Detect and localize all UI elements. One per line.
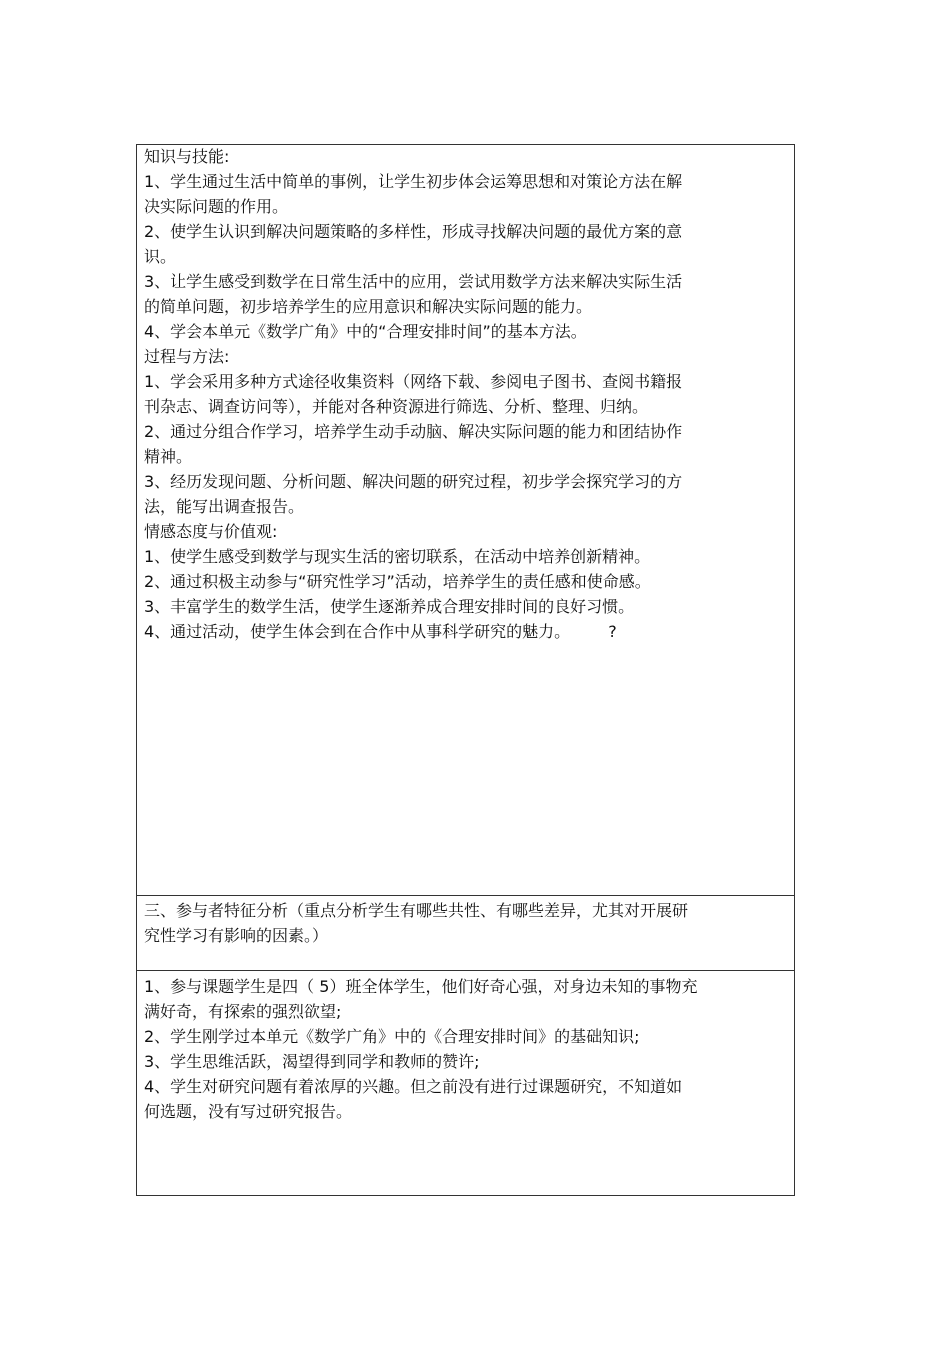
section-heading: 三、参与者特征分析（重点分析学生有哪些共性、有哪些差异，尤其对开展研: [144, 901, 689, 920]
process-item: 刊杂志、调查访问等），并能对各种资源进行筛选、分析、整理、归纳。: [144, 397, 649, 416]
knowledge-item: 1、学生通过生活中简单的事例，让学生初步体会运筹思想和对策论方法在解: [144, 172, 683, 191]
participant-heading-cell: [137, 896, 795, 971]
section-heading: 究性学习有影响的因素。）: [144, 926, 329, 945]
knowledge-item: 的简单问题，初步培养学生的应用意识和解决实际问题的能力。: [144, 297, 593, 316]
analysis-item: 2、学生刚学过本单元《数学广角》中的《合理安排时间》的基础知识;: [144, 1027, 640, 1046]
trailing-mark: ?: [608, 622, 617, 641]
objectives-cell: [137, 145, 795, 896]
emotion-heading: 情感态度与价值观:: [144, 522, 278, 541]
knowledge-item: 决实际问题的作用。: [144, 197, 289, 216]
process-item: 1、学会采用多种方式途径收集资料（网络下载、参阅电子图书、查阅书籍报: [144, 372, 683, 391]
process-item: 2、通过分组合作学习，培养学生动手动脑、解决实际问题的能力和团结协作: [144, 422, 683, 441]
analysis-item: 3、学生思维活跃，渴望得到同学和教师的赞许;: [144, 1052, 480, 1071]
participant-analysis-cell: [137, 971, 795, 1196]
emotion-item: 2、通过积极主动参与“研究性学习”活动，培养学生的责任感和使命感。: [144, 572, 651, 591]
analysis-item: 1、参与课题学生是四（ 5）班全体学生，他们好奇心强，对身边未知的事物充: [144, 977, 698, 996]
process-heading: 过程与方法:: [144, 347, 230, 366]
emotion-item-last: [144, 620, 788, 644]
analysis-item: 4、学生对研究问题有着浓厚的兴趣。但之前没有进行过课题研究，不知道如: [144, 1077, 683, 1096]
process-item: 法，能写出调查报告。: [144, 497, 305, 516]
knowledge-item: 2、使学生认识到解决问题策略的多样性，形成寻找解决问题的最优方案的意: [144, 222, 683, 241]
lesson-plan-table: [136, 144, 795, 1196]
knowledge-item: 识。: [144, 247, 177, 266]
emotion-item: 4、通过活动，使学生体会到在合作中从事科学研究的魅力。: [144, 622, 571, 641]
emotion-item: 1、使学生感受到数学与现实生活的密切联系，在活动中培养创新精神。: [144, 547, 651, 566]
emotion-item: 3、丰富学生的数学生活，使学生逐渐养成合理安排时间的良好习惯。: [144, 597, 635, 616]
analysis-item: 何选题，没有写过研究报告。: [144, 1102, 353, 1121]
knowledge-heading: 知识与技能:: [144, 147, 230, 166]
knowledge-item: 4、学会本单元《数学广角》中的“合理安排时间”的基本方法。: [144, 322, 587, 341]
process-item: 精神。: [144, 447, 193, 466]
knowledge-item: 3、让学生感受到数学在日常生活中的应用，尝试用数学方法来解决实际生活: [144, 272, 683, 291]
analysis-item: 满好奇，有探索的强烈欲望;: [144, 1002, 342, 1021]
process-item: 3、经历发现问题、分析问题、解决问题的研究过程，初步学会探究学习的方: [144, 472, 683, 491]
